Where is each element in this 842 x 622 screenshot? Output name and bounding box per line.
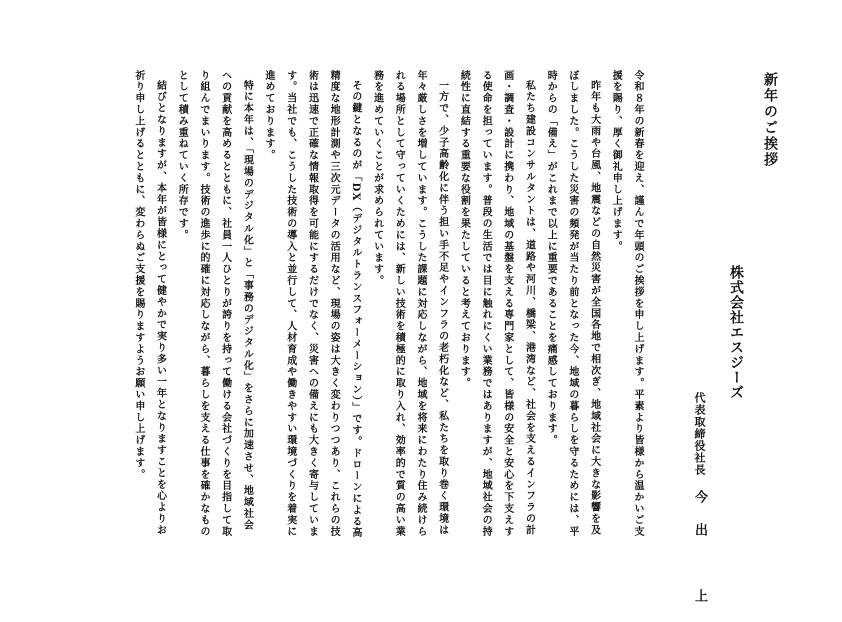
body-paragraph: 一方で、少子高齢化に伴う担い手不足やインフラの老朽化など、私たちを取り巻く環境は年々厳しさを増しています。こうした課題に対応しながら、地域を将来にわたり住み続けられる場所として守っていくためには、新しい技術を積極的に取り入れ、効率的で質の高い業務を進めていくことが求められています。 (371, 70, 448, 538)
signature-block (693, 392, 706, 622)
signer-role: 代表取締役社長 (693, 392, 706, 476)
signer-name: 今出 上 (692, 490, 707, 622)
letter-body (127, 70, 648, 540)
body-paragraph: 昨年も大雨や台風、地震などの自然災害が全国各地で相次ぎ、地域社会に大きな影響を及ぼしました。こうした災害の頻発が当たり前となった今、地域の暮らしを守るためには、平時からの「備え」がこれまで以上に重要であることを痛感しております。 (545, 70, 600, 538)
body-paragraph: 私たち建設コンサルタントは、道路や河川、橋梁、港湾など、社会を支えるインフラの計画・調査・設計に携わり、地域の基盤を支える専門家として、皆様の安全と安心を下支えする使命を担っています。普段の生活では目に触れにくい業務ではありますが、地域社会の持続性に直結する重要な役割を果たしていると考えております。 (458, 70, 535, 538)
letter-title: 新年のご挨拶 (762, 72, 778, 168)
company-name: 株式会社エスジーズ (728, 265, 744, 400)
body-paragraph: 結びとなりますが、本年が皆様にとって健やかで実り多い一年となりますことを心よりお祈り申し上げるとともに、変わらぬご支援を賜りますようお願い申し上げます。 (132, 70, 166, 536)
body-paragraph: その鍵となるのが「DX（デジタルトランスフォーメーション）」です。ドローンによる高精度な地形計測や三次元データの活用など、現場の姿は大きく変わりつつあり、これらの技術は迅速で正確な情報取得を可能にするだけでなく、災害への備えにも大きく寄与しています。当社でも、こうした技術の導入と並行して、人材育成や働きやすい環境づくりを着実に進めております。 (263, 70, 361, 539)
body-paragraph: 特に本年は、「現場のデジタル化」と「事務のデジタル化」をさらに加速させ、地域社会への貢献を高めるとともに、社員一人ひとりが誇りを持って働ける会社づくりを目指して取り組んでまいります。技術の進歩に的確に対応しながら、暮らしを支える仕事を確かなものとして積み重ねていく所存です。 (176, 70, 253, 538)
body-paragraph: 令和８年の新春を迎え、謹んで年頭のご挨拶を申し上げます。平素より皆様から温かいご支援を賜り、厚く御礼申し上げます。 (610, 70, 643, 538)
